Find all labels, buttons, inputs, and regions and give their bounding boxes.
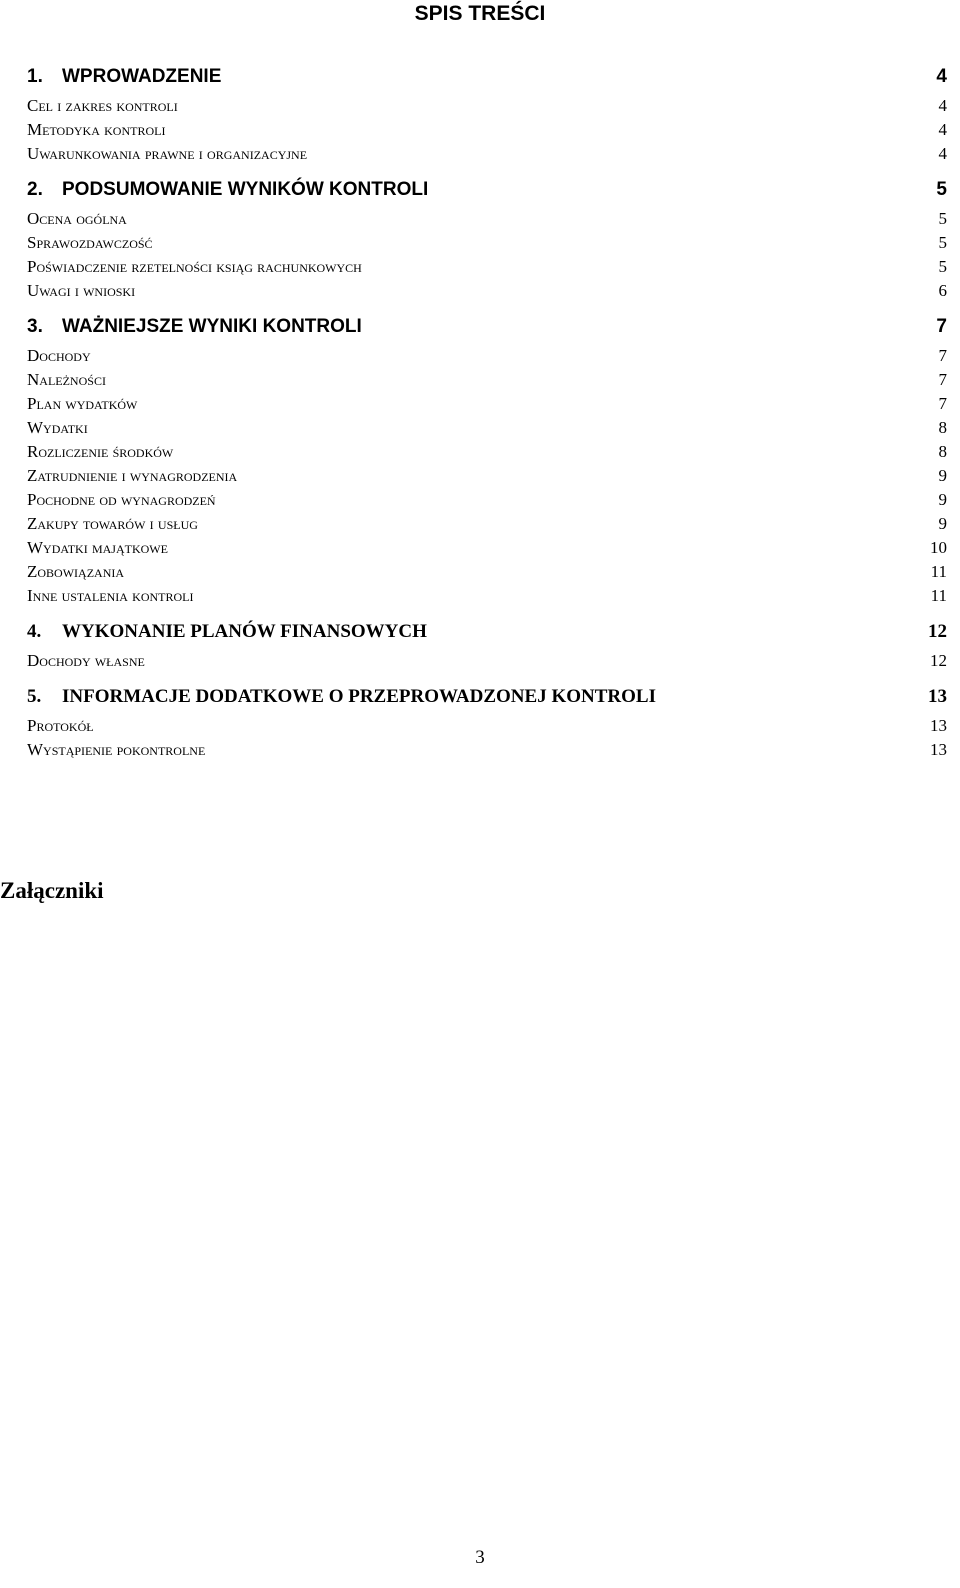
toc-entry-text: WPROWADZENIE: [62, 66, 222, 87]
toc-page-number: 13: [928, 686, 947, 707]
toc-entry-text: Cel i zakres kontroli: [27, 96, 178, 115]
page-number: 3: [475, 1547, 485, 1568]
toc-entry-text: Inne ustalenia kontroli: [27, 586, 194, 605]
toc-chapter-number: 1.: [27, 66, 62, 88]
toc-page-number: 11: [930, 586, 947, 605]
toc-entry-text: PODSUMOWANIE WYNIKÓW KONTROLI: [62, 179, 429, 200]
table-of-contents: [27, 66, 947, 764]
toc-page-number: 5: [938, 209, 947, 228]
toc-page-number: 13: [930, 740, 947, 759]
toc-entry-text: WYKONANIE PLANÓW FINANSOWYCH: [62, 621, 427, 642]
toc-chapter-number: 2.: [27, 179, 62, 201]
toc-page-number: 9: [938, 490, 947, 509]
toc-entry-text: Należności: [27, 370, 106, 389]
toc-entry-text: Wystąpienie pokontrolne: [27, 740, 206, 759]
toc-page-number: 9: [938, 514, 947, 533]
toc-section-entry[interactable]: [27, 394, 947, 418]
toc-entry-text: Wydatki majątkowe: [27, 538, 168, 557]
toc-entry-text: Dochody: [27, 346, 91, 365]
toc-section-entry[interactable]: [27, 586, 947, 610]
toc-entry-text: Uwagi i wnioski: [27, 281, 136, 300]
toc-section-entry[interactable]: [27, 740, 947, 764]
toc-page-number: 9: [938, 466, 947, 485]
toc-section-entry[interactable]: [27, 370, 947, 394]
toc-page-number: 12: [928, 621, 947, 642]
toc-entry-text: Wydatki: [27, 418, 88, 437]
toc-section-entry[interactable]: [27, 466, 947, 490]
toc-entry-text: Rozliczenie środków: [27, 442, 174, 461]
toc-entry-text: Protokół: [27, 716, 94, 735]
toc-section-entry[interactable]: [27, 418, 947, 442]
toc-page-number: 12: [930, 651, 947, 670]
toc-section-entry[interactable]: [27, 281, 947, 305]
toc-page-number: 5: [938, 257, 947, 276]
toc-section-entry[interactable]: [27, 96, 947, 120]
toc-entry-text: Uwarunkowania prawne i organizacyjne: [27, 144, 308, 163]
toc-chapter-number: 5.: [27, 686, 62, 708]
toc-entry-text: Pochodne od wynagrodzeń: [27, 490, 216, 509]
annex-heading: Załączniki: [0, 878, 104, 903]
toc-entry-text: Dochody własne: [27, 651, 145, 670]
toc-chapter-entry[interactable]: [27, 179, 947, 209]
toc-page-number: 5: [938, 233, 947, 252]
toc-page-number: 5: [936, 179, 947, 200]
toc-entry-text: Metodyka kontroli: [27, 120, 166, 139]
toc-section-entry[interactable]: [27, 442, 947, 466]
toc-entry-text: Ocena ogólna: [27, 209, 127, 228]
toc-entry-text: Zatrudnienie i wynagrodzenia: [27, 466, 238, 485]
toc-section-entry[interactable]: [27, 490, 947, 514]
toc-chapter-number: 4.: [27, 621, 62, 643]
toc-page-number: 4: [938, 96, 947, 115]
toc-entry-text: Zakupy towarów i usług: [27, 514, 198, 533]
toc-chapter-entry[interactable]: [27, 621, 947, 651]
toc-section-entry[interactable]: [27, 144, 947, 168]
toc-section-entry[interactable]: [27, 346, 947, 370]
toc-section-entry[interactable]: [27, 716, 947, 740]
toc-chapter-number: 3.: [27, 316, 62, 338]
toc-page-number: 13: [930, 716, 947, 735]
toc-page-number: 7: [938, 370, 947, 389]
toc-entry-text: INFORMACJE DODATKOWE O PRZEPROWADZONEJ KONTROLI: [62, 686, 656, 707]
toc-section-entry[interactable]: [27, 209, 947, 233]
toc-page-number: 8: [938, 442, 947, 461]
toc-section-entry[interactable]: [27, 651, 947, 675]
toc-title: SPIS TREŚCI: [414, 2, 546, 25]
toc-section-entry[interactable]: [27, 257, 947, 281]
toc-entry-text: WAŻNIEJSZE WYNIKI KONTROLI: [62, 316, 362, 337]
toc-section-entry[interactable]: [27, 514, 947, 538]
toc-page-number: 10: [930, 538, 947, 557]
toc-page-number: 11: [930, 562, 947, 581]
toc-section-entry[interactable]: [27, 538, 947, 562]
toc-page-number: 4: [938, 144, 947, 163]
toc-chapter-entry[interactable]: [27, 66, 947, 96]
toc-section-entry[interactable]: [27, 562, 947, 586]
toc-section-entry[interactable]: [27, 233, 947, 257]
toc-page-number: 4: [938, 120, 947, 139]
toc-page-number: 7: [938, 346, 947, 365]
toc-page-number: 7: [938, 394, 947, 413]
toc-page-number: 4: [936, 66, 947, 87]
toc-entry-text: Plan wydatków: [27, 394, 138, 413]
toc-section-entry[interactable]: [27, 120, 947, 144]
toc-entry-text: Poświadczenie rzetelności ksiąg rachunkowych: [27, 257, 362, 276]
toc-chapter-entry[interactable]: [27, 316, 947, 346]
toc-chapter-entry[interactable]: [27, 686, 947, 716]
toc-page-number: 8: [938, 418, 947, 437]
toc-entry-text: Zobowiązania: [27, 562, 125, 581]
toc-page-number: 7: [936, 316, 947, 337]
toc-entry-text: Sprawozdawczość: [27, 233, 153, 252]
toc-page-number: 6: [938, 281, 947, 300]
